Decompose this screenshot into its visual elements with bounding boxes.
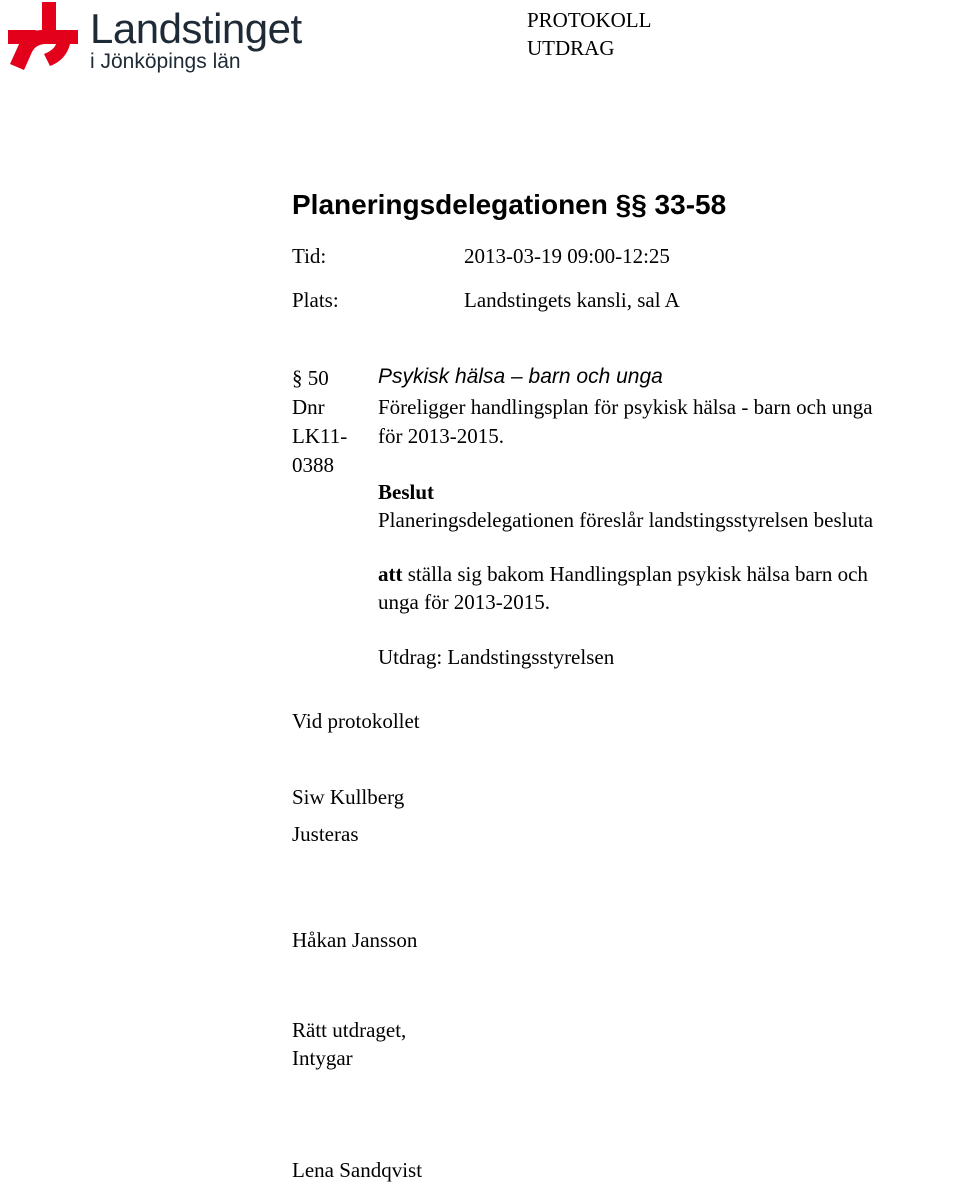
document-type: PROTOKOLL [527,8,652,32]
secretary-name: Siw Kullberg [292,785,405,809]
document-subtype: UTDRAG [527,36,615,60]
certifier-name: Lena Sandqvist [292,1158,423,1182]
item-intro-line1: Föreligger handlingsplan för psykisk hälsa - barn och unga [378,395,873,419]
dnr-label: Dnr [292,395,325,419]
logo-subname: i Jönköpings län [90,50,241,73]
adjuster-name: Håkan Jansson [292,928,418,952]
intygar-label: Intygar [292,1046,353,1070]
page-title: Planeringsdelegationen §§ 33-58 [292,189,727,220]
place-label: Plats: [292,288,339,312]
decision-text: Planeringsdelegationen föreslår landstingsstyrelsen besluta [378,508,874,532]
decision-att-line2: unga för 2013-2015. [378,590,551,614]
time-value: 2013-03-19 09:00-12:25 [464,244,670,268]
item-intro-line2: för 2013-2015. [378,424,504,448]
dnr-number-part2: 0388 [292,453,334,477]
decision-att-line1 [378,560,868,588]
ratt-utdraget-label: Rätt utdraget, [292,1018,407,1042]
logo-name: Landstinget [90,5,302,52]
section-number: § 50 [292,366,329,390]
att-line1-text: ställa sig bakom Handlingsplan psykisk hälsa barn och [402,562,868,586]
item-heading: Psykisk hälsa – barn och unga [378,365,663,388]
landstinget-logo-mark-icon [6,0,80,74]
dnr-number-part1: LK11- [292,424,348,448]
decision-heading: Beslut [378,480,435,504]
att-keyword: att [378,562,403,586]
extract-recipient: Utdrag: Landstingsstyrelsen [378,645,615,669]
place-value: Landstingets kansli, sal A [464,288,680,312]
vid-protokollet: Vid protokollet [292,709,420,733]
time-label: Tid: [292,244,327,268]
justeras-label: Justeras [292,822,359,846]
